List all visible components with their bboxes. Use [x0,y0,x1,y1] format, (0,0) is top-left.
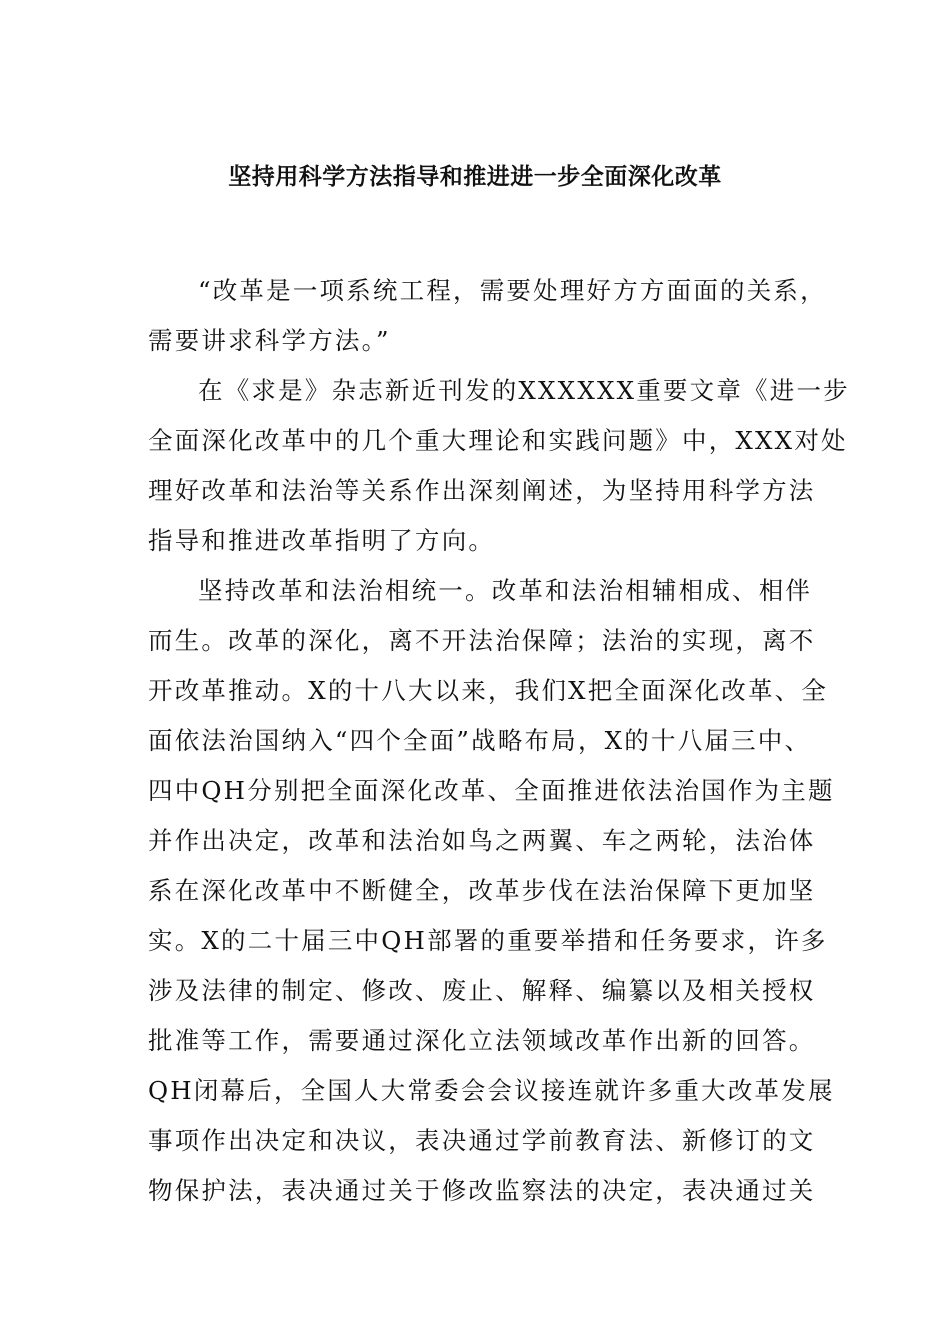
body-line: “改革是一项系统工程，需要处理好方方面面的关系， [198,276,827,305]
body-line: 四中QH分别把全面深化改革、全面推进依法治国作为主题 [148,776,835,805]
document-body [148,266,850,1216]
body-line: 并作出决定，改革和法治如鸟之两翼、车之两轮，法治体 [148,826,816,855]
body-line: 批准等工作，需要通过深化立法领域改革作出新的回答。 [148,1026,816,1055]
body-line: 需要讲求科学方法。” [148,326,391,355]
body-line: QH闭幕后，全国人大常委会会议接连就许多重大改革发展 [148,1076,835,1105]
body-line: 在《求是》杂志新近刊发的XXXXXX重要文章《进一步 [198,376,850,405]
body-line: 物保护法，表决通过关于修改监察法的决定，表决通过关 [148,1176,816,1205]
body-line: 系在深化改革中不断健全，改革步伐在法治保障下更加坚 [148,876,816,905]
body-line: 涉及法律的制定、修改、废止、解释、编纂以及相关授权 [148,976,816,1005]
body-line: 面依法治国纳入“四个全面”战略布局，X的十八届三中、 [148,726,812,755]
body-line: 实。X的二十届三中QH部署的重要举措和任务要求，许多 [148,926,828,955]
body-line: 事项作出决定和决议，表决通过学前教育法、新修订的文 [148,1126,816,1155]
body-line: 理好改革和法治等关系作出深刻阐述，为坚持用科学方法 [148,476,816,505]
body-line: 全面深化改革中的几个重大理论和实践问题》中，XXX对处 [148,426,848,455]
document-title: 坚持用科学方法指导和推进进一步全面深化改革 [228,164,722,190]
body-line: 坚持改革和法治相统一。改革和法治相辅相成、相伴 [198,576,813,605]
body-line: 开改革推动。X的十八大以来，我们X把全面深化改革、全 [148,676,829,705]
body-line: 指导和推进改革指明了方向。 [148,526,496,555]
body-line: 而生。改革的深化，离不开法治保障；法治的实现，离不 [148,626,816,655]
